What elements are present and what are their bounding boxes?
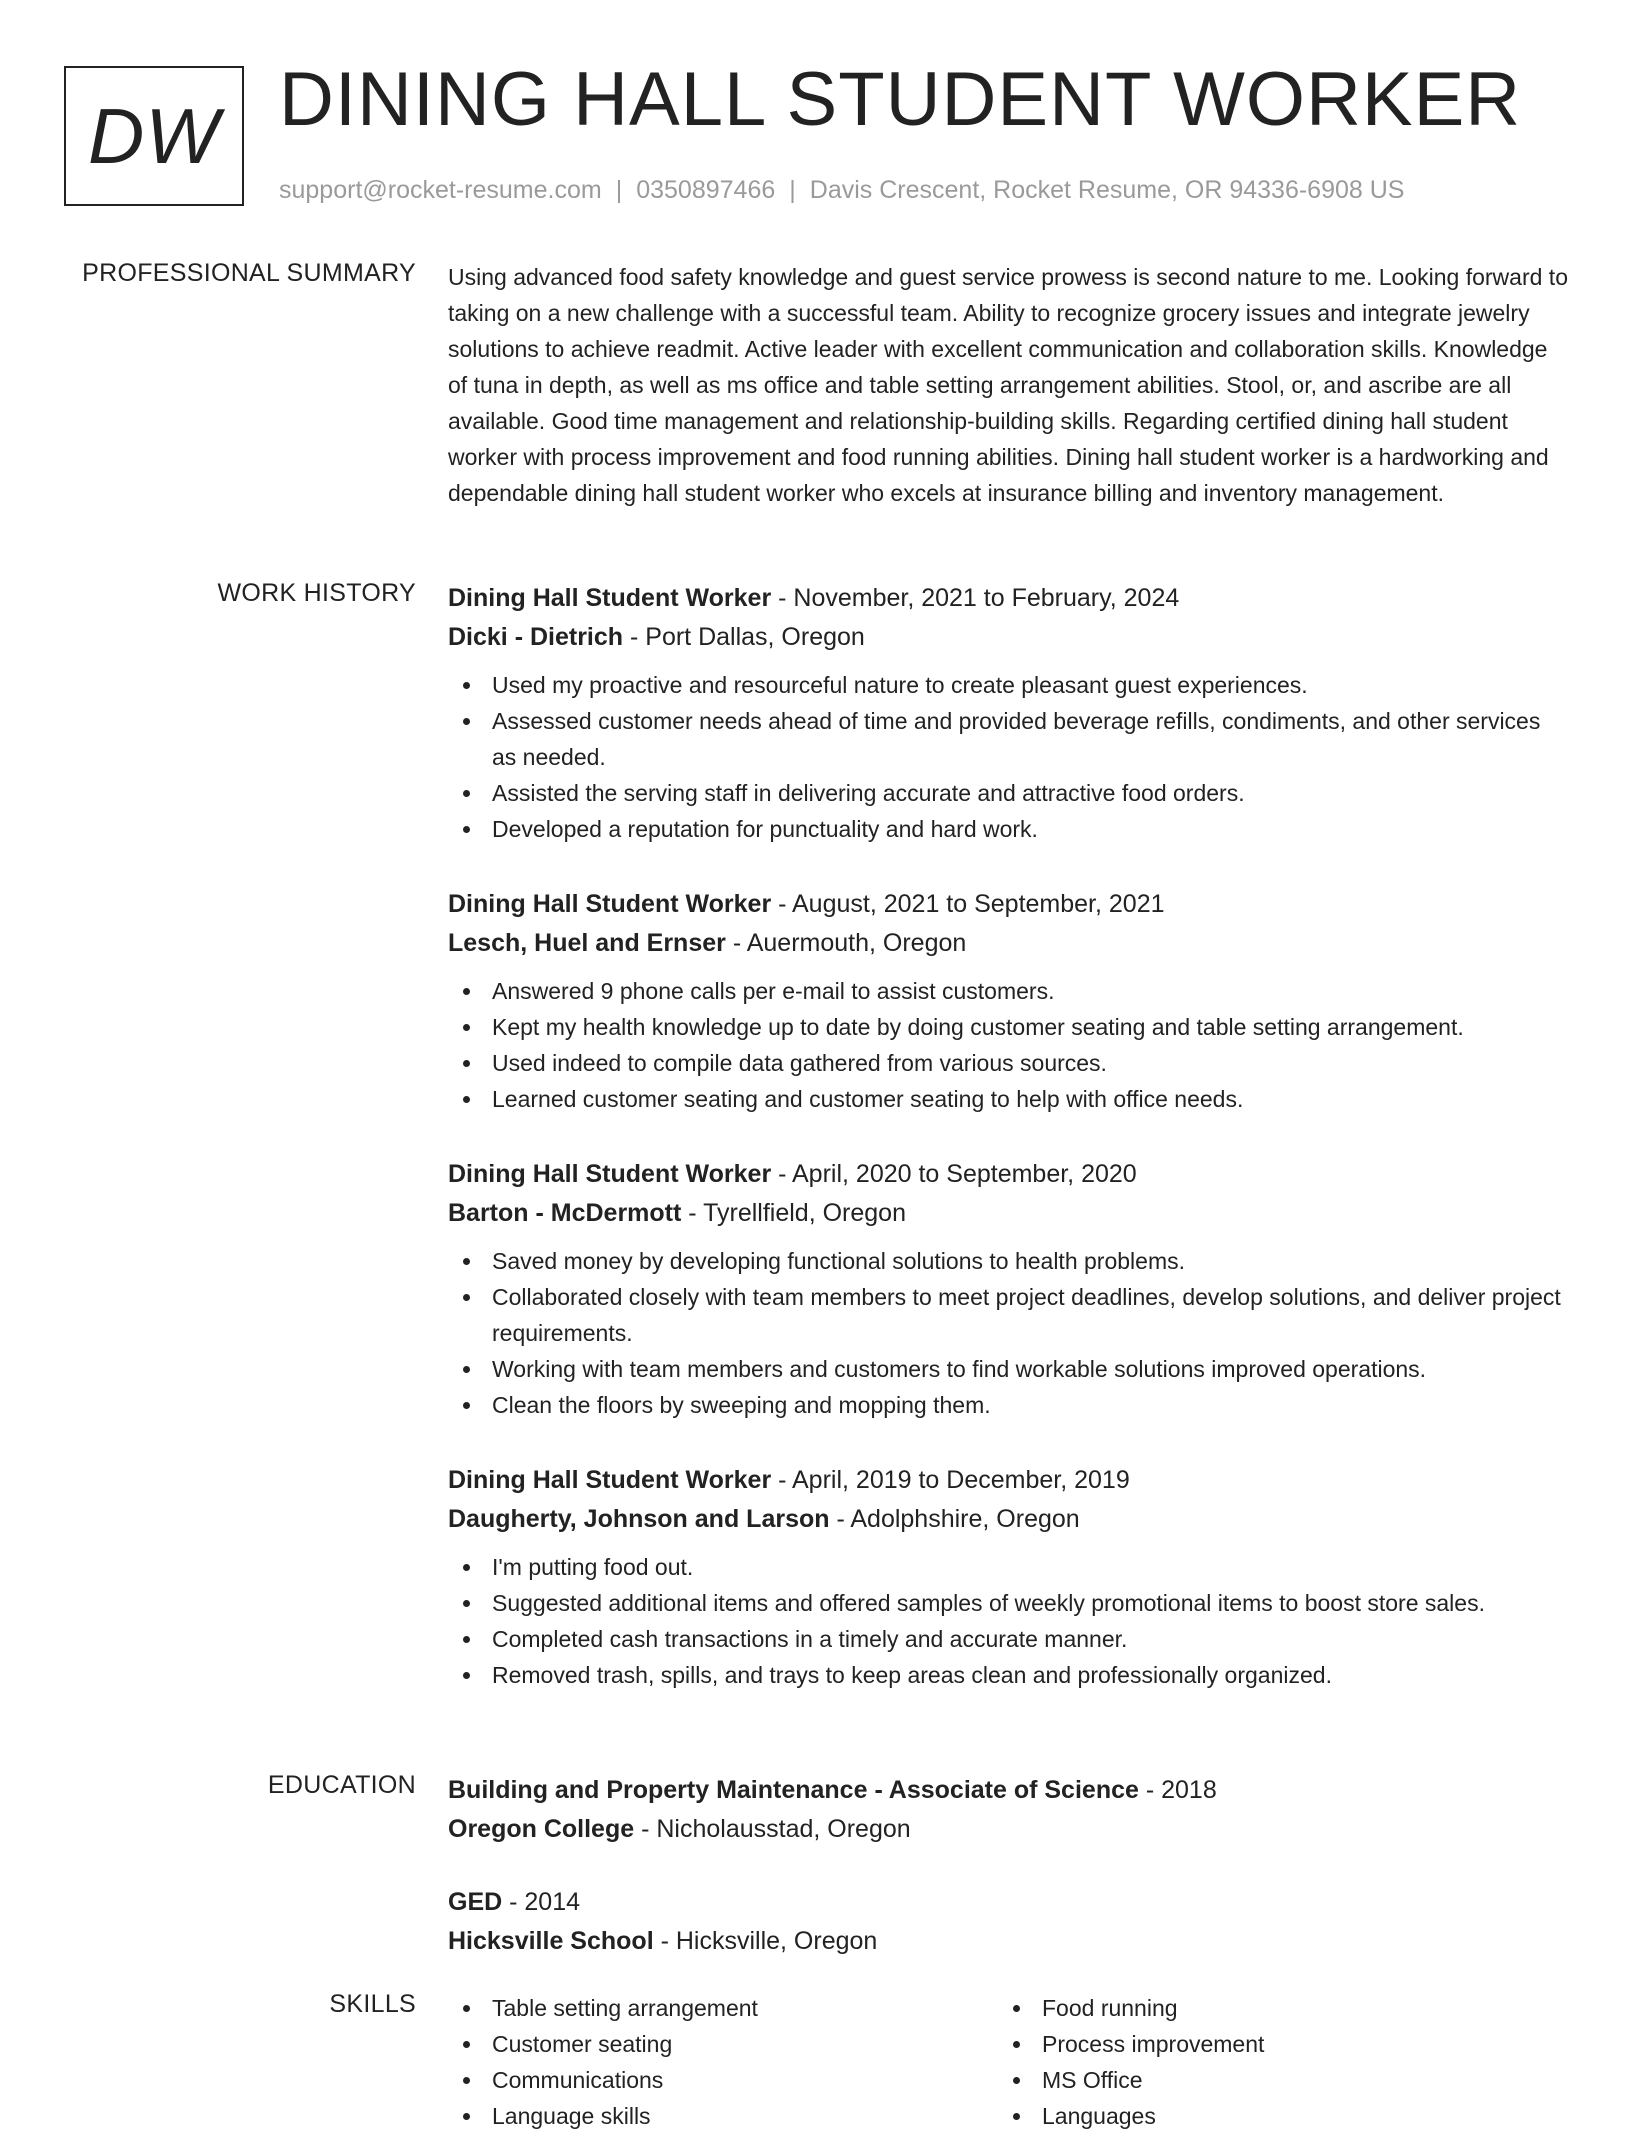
contact-phone: 0350897466 <box>636 176 776 204</box>
job-bullets <box>448 973 1570 1117</box>
degree-name: GED <box>448 1888 503 1916</box>
education-body <box>448 1771 1570 1995</box>
skill-item: Process improvement <box>998 2026 1548 2062</box>
school-line <box>448 1922 1570 1961</box>
degree-line <box>448 1883 1570 1922</box>
job-bullet: Removed trash, spills, and trays to keep areas clean and professionally organized. <box>448 1657 1570 1693</box>
degree-name: Building and Property Maintenance - Associate of Science <box>448 1776 1139 1804</box>
contact-address: Davis Crescent, Rocket Resume, OR 94336-6908 US <box>809 176 1405 204</box>
job-location: - Adolphshire, Oregon <box>829 1505 1080 1533</box>
job-bullet: Developed a reputation for punctuality and hard work. <box>448 811 1570 847</box>
job-title: Dining Hall Student Worker <box>448 584 772 612</box>
job-company-line <box>448 1194 1570 1233</box>
skills-column-right <box>998 1990 1548 2134</box>
work-history-body <box>448 579 1570 1731</box>
education-entry <box>448 1883 1570 1961</box>
school-location: - Hicksville, Oregon <box>653 1927 878 1955</box>
skill-item: Communications <box>448 2062 998 2098</box>
job-bullet: Used my proactive and resourceful nature to create pleasant guest experiences. <box>448 667 1570 703</box>
summary-text: Using advanced food safety knowledge and guest service prowess is second nature to me. Looking forward to taking on a new challenge with a successful team. Ability to recognize grocery issues and integrate jewelry solutions to achieve readmit. Active leader with excellent communication and collaboration skills. Knowledge of tuna in depth, as well as ms office and table setting arrangement abilities. Stool, or, and ascribe are all available. Good time management and relationship-building skills. Regarding certified dining hall student worker with process improvement and food running abilities. Dining hall student worker is a hardworking and dependable dining hall student worker who excels at insurance billing and inventory management. <box>448 264 1568 506</box>
job-company: Lesch, Huel and Ernser <box>448 929 726 957</box>
skill-item: Food running <box>998 1990 1548 2026</box>
skill-item: MS Office <box>998 2062 1548 2098</box>
job-entry <box>448 1155 1570 1423</box>
job-dates: - April, 2020 to September, 2020 <box>771 1160 1137 1188</box>
job-title-line <box>448 885 1570 924</box>
job-title-line <box>448 1461 1570 1500</box>
degree-year: - 2018 <box>1138 1776 1217 1804</box>
job-dates: - November, 2021 to February, 2024 <box>771 584 1180 612</box>
skill-item: Customer seating <box>448 2026 998 2062</box>
skills-body <box>448 1990 1570 2134</box>
job-bullet: Assisted the serving staff in delivering accurate and attractive food orders. <box>448 775 1570 811</box>
contact-separator: | <box>615 176 623 204</box>
monogram-initials: DW <box>64 66 244 206</box>
job-company: Daugherty, Johnson and Larson <box>448 1505 830 1533</box>
school-name: Oregon College <box>448 1815 635 1843</box>
skill-item: Table setting arrangement <box>448 1990 998 2026</box>
school-location: - Nicholausstad, Oregon <box>634 1815 911 1843</box>
job-title: Dining Hall Student Worker <box>448 1466 772 1494</box>
job-entry <box>448 885 1570 1117</box>
job-bullet: Collaborated closely with team members to meet project deadlines, develop solutions, and deliver project requirements. <box>448 1279 1570 1351</box>
job-entry <box>448 1461 1570 1693</box>
summary-body <box>448 259 1570 511</box>
job-company-line <box>448 1500 1570 1539</box>
degree-line <box>448 1771 1570 1810</box>
job-bullet: Completed cash transactions in a timely and accurate manner. <box>448 1621 1570 1657</box>
job-bullet: Working with team members and customers to find workable solutions improved operations. <box>448 1351 1570 1387</box>
job-bullet: Clean the floors by sweeping and mopping them. <box>448 1387 1570 1423</box>
job-title: Dining Hall Student Worker <box>448 1160 772 1188</box>
section-label-education: EDUCATION <box>267 1771 416 1799</box>
contact-separator: | <box>789 176 796 204</box>
job-bullets <box>448 1243 1570 1423</box>
job-bullet: I'm putting food out. <box>448 1549 1570 1585</box>
education-entry <box>448 1771 1570 1849</box>
job-location: - Auermouth, Oregon <box>725 929 967 957</box>
job-company-line <box>448 618 1570 657</box>
job-bullet: Suggested additional items and offered samples of weekly promotional items to boost store sales. <box>448 1585 1570 1621</box>
skills-columns <box>448 1990 1570 2134</box>
job-company: Barton - McDermott <box>448 1199 682 1227</box>
section-label-skills: SKILLS <box>329 1990 416 2018</box>
contact-line <box>279 176 1404 205</box>
job-title: Dining Hall Student Worker <box>448 890 772 918</box>
job-bullets <box>448 1549 1570 1693</box>
page-title: DINING HALL STUDENT WORKER <box>279 57 1522 142</box>
section-label-work-history: WORK HISTORY <box>217 579 416 607</box>
job-bullets <box>448 667 1570 847</box>
job-dates: - April, 2019 to December, 2019 <box>771 1466 1130 1494</box>
section-label-summary: PROFESSIONAL SUMMARY <box>82 259 416 287</box>
skill-item: Languages <box>998 2098 1548 2134</box>
skills-column-left <box>448 1990 998 2134</box>
job-bullet: Kept my health knowledge up to date by doing customer seating and table setting arrangement. <box>448 1009 1570 1045</box>
job-bullet: Learned customer seating and customer seating to help with office needs. <box>448 1081 1570 1117</box>
degree-year: - 2014 <box>502 1888 581 1916</box>
job-title-line <box>448 1155 1570 1194</box>
job-bullet: Used indeed to compile data gathered from various sources. <box>448 1045 1570 1081</box>
job-bullet: Answered 9 phone calls per e-mail to assist customers. <box>448 973 1570 1009</box>
job-location: - Tyrellfield, Oregon <box>681 1199 906 1227</box>
job-company: Dicki - Dietrich <box>448 623 624 651</box>
job-bullet: Saved money by developing functional solutions to health problems. <box>448 1243 1570 1279</box>
job-company-line <box>448 924 1570 963</box>
job-title-line <box>448 579 1570 618</box>
school-name: Hicksville School <box>448 1927 654 1955</box>
job-bullet: Assessed customer needs ahead of time and provided beverage refills, condiments, and other services as needed. <box>448 703 1570 775</box>
school-line <box>448 1810 1570 1849</box>
job-entry <box>448 579 1570 847</box>
job-location: - Port Dallas, Oregon <box>623 623 865 651</box>
skill-item: Language skills <box>448 2098 998 2134</box>
contact-email: support@rocket-resume.com <box>279 176 602 204</box>
job-dates: - August, 2021 to September, 2021 <box>771 890 1165 918</box>
